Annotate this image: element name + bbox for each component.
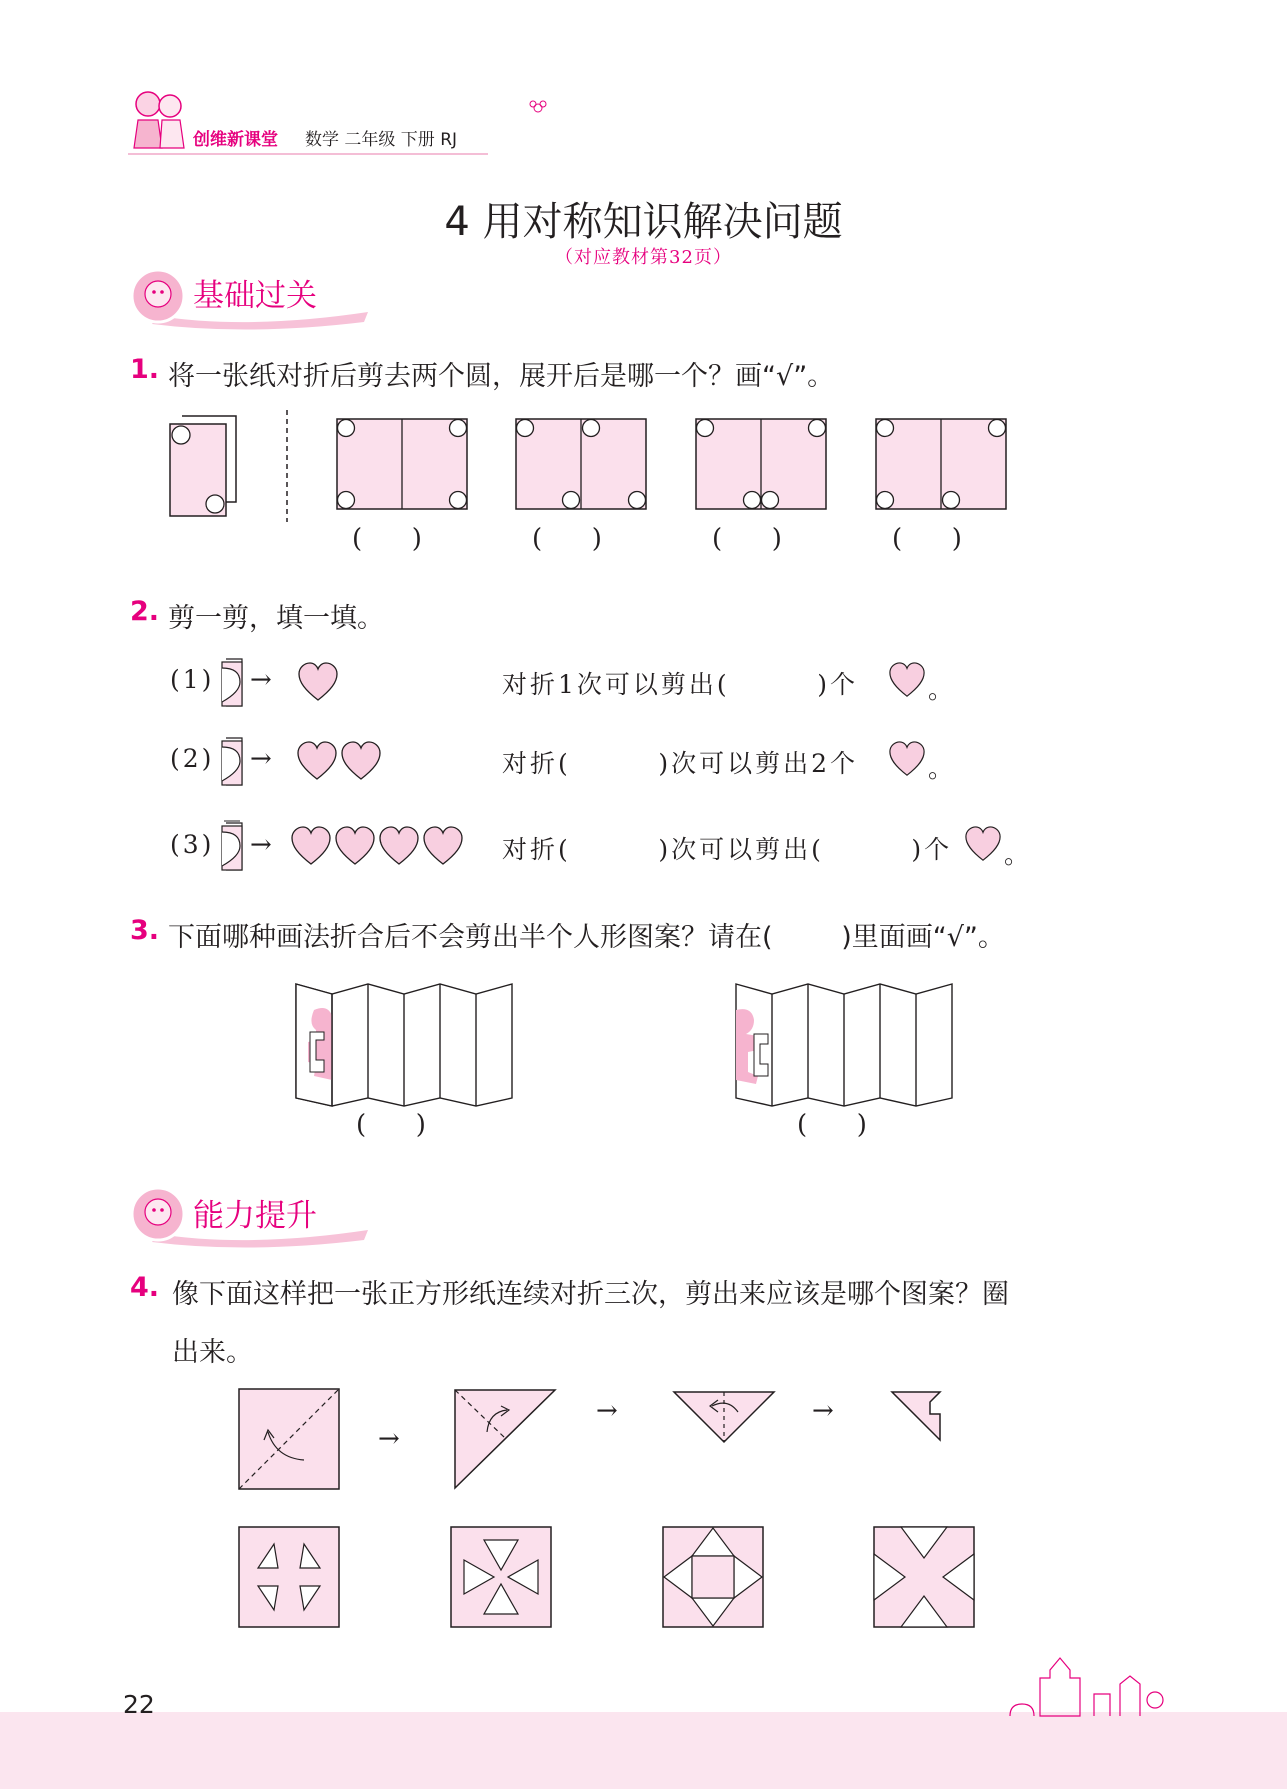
book-info: 数学 二年级 下册 RJ — [305, 130, 458, 150]
fold-step-1-square — [238, 1388, 340, 1490]
heart-icon — [964, 826, 1002, 862]
page-number: 22 — [123, 1690, 155, 1719]
q2-row-2-text[interactable]: 对折( )次可以剪出2个 — [502, 749, 858, 778]
q2-row-1-label: (1) — [170, 665, 215, 694]
question-1-number: 1. — [130, 354, 160, 385]
header-divider — [128, 152, 488, 156]
heart-icon — [378, 826, 420, 866]
dashed-divider — [285, 410, 289, 522]
heart-icon — [340, 741, 382, 781]
question-4-text-line1: 像下面这样把一张正方形纸连续对折三次，剪出来应该是哪个图案？圈 — [172, 1279, 1009, 1310]
heart-icon — [888, 662, 926, 698]
heart-icon — [297, 662, 339, 702]
q2-row-3-text[interactable]: 对折( )次可以剪出( )个 — [502, 835, 953, 864]
q3-answer-b[interactable]: ( ) — [797, 1110, 867, 1140]
fold-step-4-cut-shape — [890, 1390, 942, 1442]
q1-option-b-figure[interactable] — [515, 418, 647, 510]
q2-row-3-end: 。 — [1004, 840, 1033, 869]
q1-option-c-figure[interactable] — [695, 418, 827, 510]
q2-row-1-arrow: → — [250, 665, 272, 695]
q2-row-1-text[interactable]: 对折1次可以剪出( )个 — [502, 670, 858, 699]
q1-option-a-figure[interactable] — [336, 418, 468, 510]
q2-row-3-label: (3) — [170, 830, 215, 859]
question-3-text: 下面哪种画法折合后不会剪出半个人形图案？请在( )里面画“√”。 — [168, 922, 1005, 953]
fold-step-2-triangle — [453, 1388, 557, 1490]
question-1-text: 将一张纸对折后剪去两个圆，展开后是哪一个？画“√”。 — [168, 361, 835, 392]
castle-decoration-icon — [990, 1648, 1170, 1718]
q4-option-a-pattern[interactable] — [238, 1526, 340, 1628]
q4-option-d-pattern[interactable] — [873, 1526, 975, 1628]
footer-band — [0, 1712, 1287, 1789]
heart-icon — [334, 826, 376, 866]
fold-step-3-triangle — [672, 1390, 776, 1444]
q3-option-b-figure[interactable] — [734, 980, 960, 1108]
q2-row-1-end: 。 — [928, 675, 957, 704]
folded-paper-figure — [160, 412, 240, 520]
q2-row-2-end: 。 — [928, 754, 957, 783]
half-heart-paper-icon — [220, 656, 246, 708]
q1-answer-c[interactable]: ( ) — [712, 524, 782, 554]
brand-name: 创维新课堂 — [193, 130, 278, 150]
question-4-text-line2: 出来。 — [172, 1337, 253, 1368]
q1-answer-a[interactable]: ( ) — [352, 524, 422, 554]
q3-option-a-figure[interactable] — [294, 980, 520, 1108]
question-4-number: 4. — [130, 1272, 160, 1303]
heart-icon — [888, 741, 926, 777]
flower-icon — [528, 98, 548, 118]
question-2-number: 2. — [130, 596, 160, 627]
heart-icon — [422, 826, 464, 866]
q1-answer-b[interactable]: ( ) — [532, 524, 602, 554]
fold-arrow-1: → — [378, 1424, 400, 1454]
fold-arrow-3: → — [812, 1396, 834, 1426]
half-heart-paper-icon — [220, 735, 246, 787]
fold-arrow-2: → — [596, 1396, 618, 1426]
lesson-title: 4 用对称知识解决问题 — [444, 199, 843, 245]
question-3-number: 3. — [130, 915, 160, 946]
q3-answer-a[interactable]: ( ) — [356, 1110, 426, 1140]
heart-icon — [290, 826, 332, 866]
q4-option-c-pattern[interactable] — [662, 1526, 764, 1628]
half-heart-paper-icon — [220, 820, 246, 872]
question-2-text: 剪一剪，填一填。 — [168, 603, 384, 634]
q4-option-b-pattern[interactable] — [450, 1526, 552, 1628]
section-advanced-title: 能力提升 — [193, 1198, 317, 1234]
section-basic-title: 基础过关 — [193, 278, 317, 314]
q2-row-3-arrow: → — [250, 830, 272, 860]
q1-option-d-figure[interactable] — [875, 418, 1007, 510]
q1-answer-d[interactable]: ( ) — [892, 524, 962, 554]
heart-icon — [296, 741, 338, 781]
header-mascot-icon — [128, 86, 188, 156]
lesson-subtitle: （对应教材第32页） — [555, 247, 732, 268]
q2-row-2-label: (2) — [170, 744, 215, 773]
q2-row-2-arrow: → — [250, 744, 272, 774]
